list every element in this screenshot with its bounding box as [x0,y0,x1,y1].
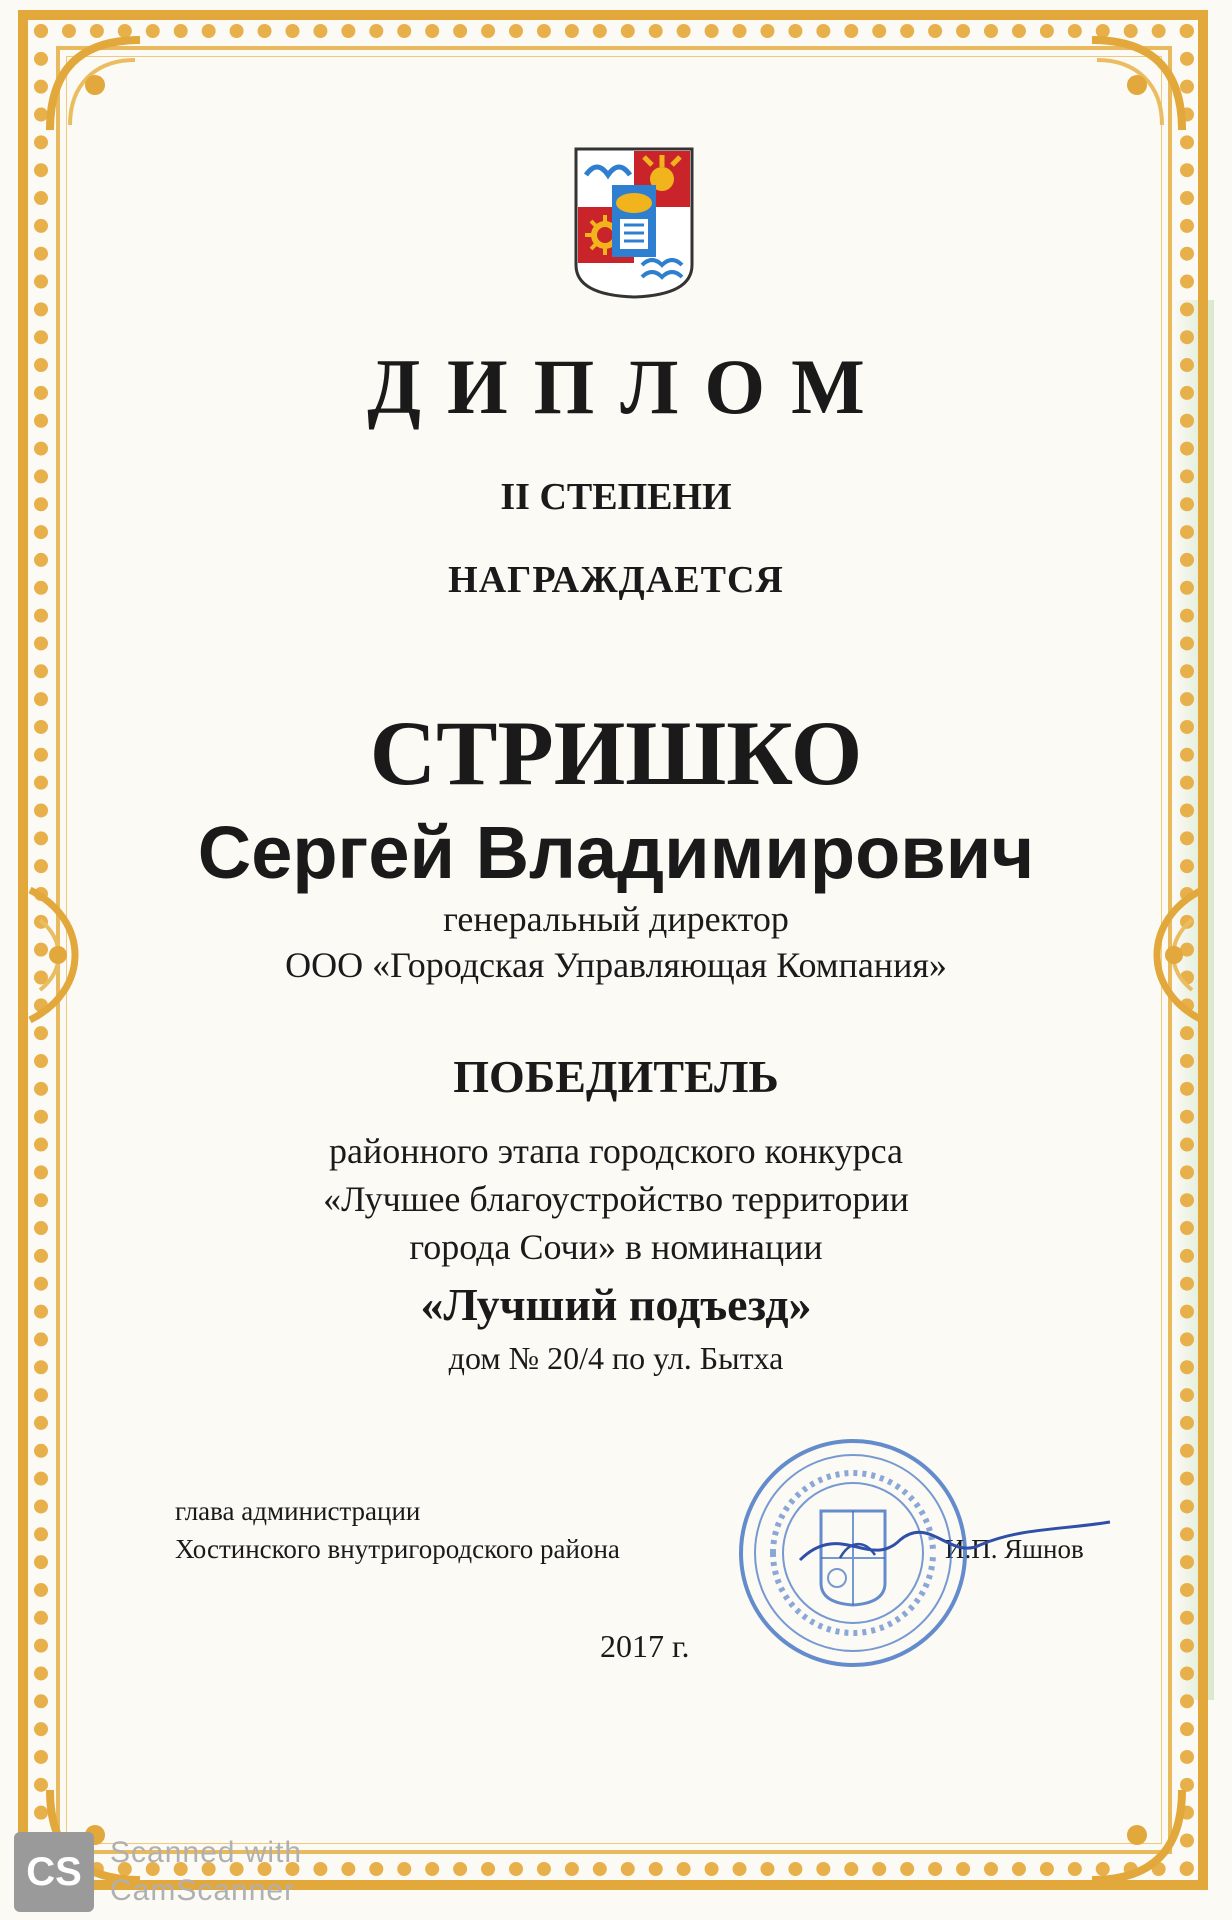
handwritten-signature-icon [780,1500,1120,1580]
camscanner-logo-icon: CS [14,1832,94,1912]
diploma-title: ДИПЛОМ [367,343,891,430]
recipient-position: генеральный директор [443,899,789,939]
corner-flourish-icon [40,30,150,140]
sochi-coat-of-arms-icon [572,145,696,300]
signer-role-line-2: Хостинского внутригородского района [175,1534,620,1564]
address-line: дом № 20/4 по ул. Бытха [448,1340,784,1376]
winner-label: ПОБЕДИТЕЛЬ [453,1051,779,1102]
signer-name: И.П. Яшнов [945,1534,1084,1564]
diploma-year: 2017 г. [600,1628,690,1664]
awarded-label: НАГРАЖДАЕТСЯ [448,559,784,601]
scanner-watermark [14,1832,324,1912]
corner-flourish-icon [1082,1780,1192,1890]
nomination-title: «Лучший подъезд» [420,1279,812,1330]
watermark-line-1: Scanned with [110,1836,303,1869]
contest-line-3: города Сочи» в номинации [409,1227,823,1267]
signer-role-line-1: глава администрации [175,1496,421,1526]
diploma-degree: II СТЕПЕНИ [500,476,732,518]
recipient-surname: СТРИШКО [369,702,863,804]
watermark-line-2: CamScanner [110,1874,296,1907]
contest-line-1: районного этапа городского конкурса [329,1131,903,1171]
corner-flourish-icon [1082,30,1192,140]
contest-line-2: «Лучшее благоустройство территории [323,1179,909,1219]
recipient-name: Сергей Владимирович [197,811,1035,894]
recipient-organization: ООО «Городская Управляющая Компания» [285,945,947,985]
